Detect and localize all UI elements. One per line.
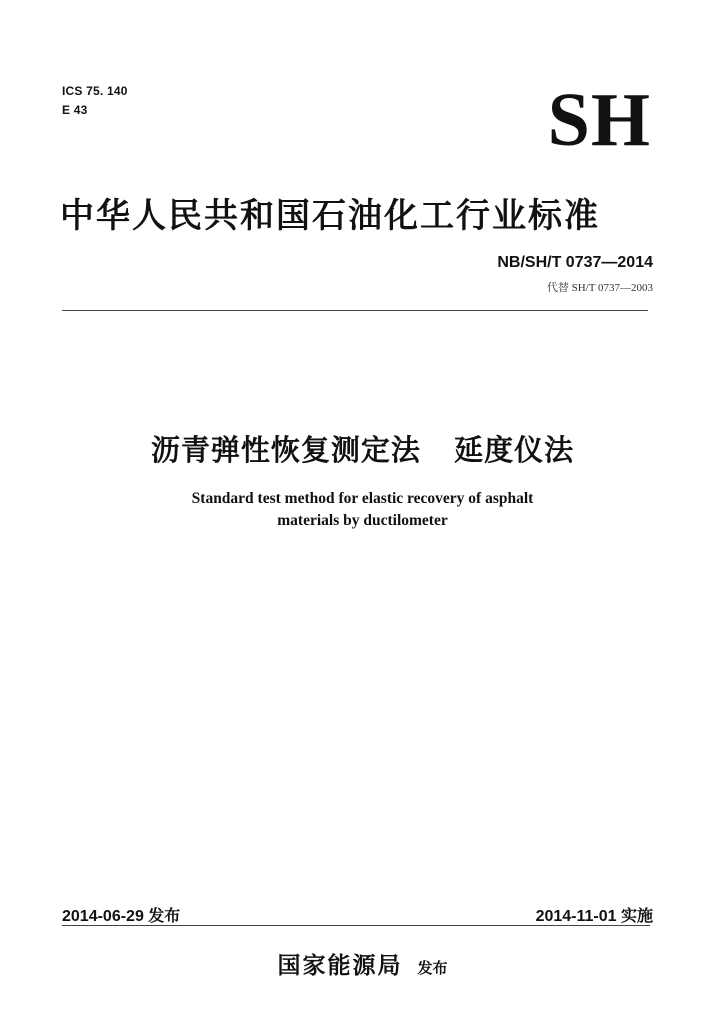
standard-number: NB/SH/T 0737—2014 bbox=[497, 254, 653, 271]
publisher-line bbox=[0, 947, 725, 980]
english-title-line-1: Standard test method for elastic recovery of asphalt bbox=[191, 490, 534, 507]
industry-standard-title: 中华人民共和国石油化工行业标准 bbox=[60, 196, 600, 236]
publisher-name: 国家能源局 bbox=[277, 953, 403, 979]
replaces-standard: 代替 SH/T 0737—2003 bbox=[546, 282, 653, 294]
implementation-date: 2014-11-01 实施 bbox=[535, 908, 653, 925]
classification-code: E 43 bbox=[62, 103, 88, 117]
header-divider bbox=[62, 310, 648, 311]
chinese-title: 沥青弹性恢复测定法 延度仪法 bbox=[150, 433, 575, 467]
publish-label: 发布 bbox=[417, 959, 448, 977]
english-title-line-2: materials by ductilometer bbox=[277, 512, 448, 529]
ics-code: ICS 75. 140 bbox=[62, 84, 128, 98]
footer-divider bbox=[62, 925, 650, 926]
issue-date: 2014-06-29 发布 bbox=[62, 908, 181, 925]
sh-logo: SH bbox=[547, 78, 651, 162]
